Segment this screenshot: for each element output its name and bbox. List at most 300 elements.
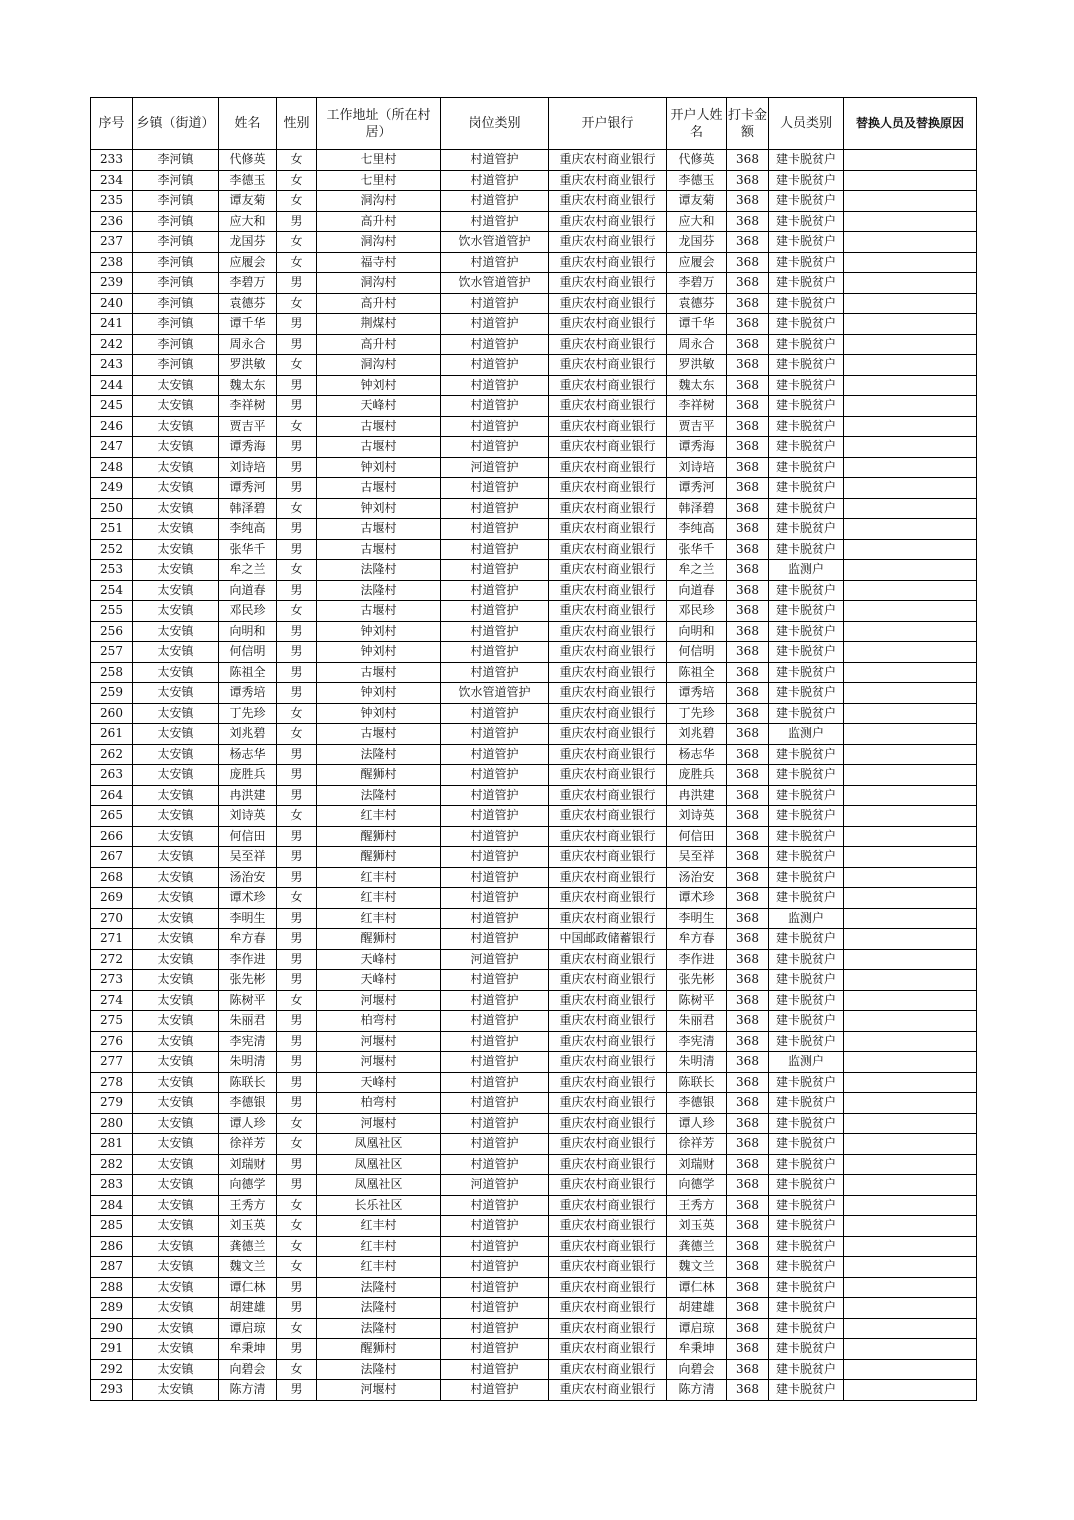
- cell-index: 274: [91, 990, 133, 1011]
- table-row: [91, 437, 977, 458]
- cell-replacement: [844, 293, 977, 314]
- cell-amount: 368: [727, 1072, 769, 1093]
- table-row: [91, 498, 977, 519]
- cell-person-category: 建卡脱贫户: [769, 1257, 844, 1278]
- cell-person-category: 建卡脱贫户: [769, 785, 844, 806]
- cell-person-category: 建卡脱贫户: [769, 293, 844, 314]
- header-name: 姓名: [219, 98, 277, 150]
- cell-amount: 368: [727, 1277, 769, 1298]
- cell-name: 李作进: [219, 949, 277, 970]
- cell-account-holder: 谭秀海: [667, 437, 727, 458]
- cell-post-category: 村道管护: [441, 1011, 549, 1032]
- cell-amount: 368: [727, 806, 769, 827]
- cell-work-address: 高升村: [317, 334, 441, 355]
- cell-index: 258: [91, 662, 133, 683]
- table-row: [91, 806, 977, 827]
- cell-amount: 368: [727, 1216, 769, 1237]
- cell-post-category: 村道管护: [441, 314, 549, 335]
- cell-person-category: 建卡脱贫户: [769, 273, 844, 294]
- cell-replacement: [844, 519, 977, 540]
- cell-person-category: 建卡脱贫户: [769, 990, 844, 1011]
- cell-bank: 重庆农村商业银行: [549, 1093, 667, 1114]
- cell-post-category: 村道管护: [441, 1236, 549, 1257]
- cell-post-category: 河道管护: [441, 1175, 549, 1196]
- cell-amount: 368: [727, 273, 769, 294]
- cell-person-category: 建卡脱贫户: [769, 1236, 844, 1257]
- cell-post-category: 村道管护: [441, 293, 549, 314]
- cell-work-address: 凤凰社区: [317, 1134, 441, 1155]
- table-row: [91, 191, 977, 212]
- cell-name: 谭千华: [219, 314, 277, 335]
- cell-post-category: 村道管护: [441, 478, 549, 499]
- cell-account-holder: 李德玉: [667, 170, 727, 191]
- cell-town: 太安镇: [133, 1359, 219, 1380]
- cell-person-category: 建卡脱贫户: [769, 1195, 844, 1216]
- cell-name: 龚德兰: [219, 1236, 277, 1257]
- cell-account-holder: 代修英: [667, 150, 727, 171]
- cell-person-category: 监测户: [769, 560, 844, 581]
- cell-index: 240: [91, 293, 133, 314]
- cell-amount: 368: [727, 191, 769, 212]
- cell-town: 太安镇: [133, 1134, 219, 1155]
- cell-bank: 重庆农村商业银行: [549, 806, 667, 827]
- cell-bank: 重庆农村商业银行: [549, 416, 667, 437]
- cell-bank: 重庆农村商业银行: [549, 211, 667, 232]
- cell-account-holder: 李祥树: [667, 396, 727, 417]
- cell-index: 244: [91, 375, 133, 396]
- cell-work-address: 钟刘村: [317, 457, 441, 478]
- cell-index: 288: [91, 1277, 133, 1298]
- cell-work-address: 高升村: [317, 293, 441, 314]
- cell-post-category: 村道管护: [441, 867, 549, 888]
- cell-name: 李明生: [219, 908, 277, 929]
- cell-person-category: 建卡脱贫户: [769, 1359, 844, 1380]
- cell-person-category: 建卡脱贫户: [769, 519, 844, 540]
- table-row: [91, 1093, 977, 1114]
- cell-replacement: [844, 211, 977, 232]
- table-header-row: [91, 98, 977, 150]
- cell-amount: 368: [727, 1339, 769, 1360]
- cell-bank: 重庆农村商业银行: [549, 1298, 667, 1319]
- cell-name: 龙国芬: [219, 232, 277, 253]
- cell-amount: 368: [727, 990, 769, 1011]
- cell-index: 233: [91, 150, 133, 171]
- table-row: [91, 1339, 977, 1360]
- cell-replacement: [844, 150, 977, 171]
- cell-gender: 女: [277, 252, 317, 273]
- cell-person-category: 建卡脱贫户: [769, 232, 844, 253]
- cell-work-address: 法隆村: [317, 1318, 441, 1339]
- cell-work-address: 红丰村: [317, 1236, 441, 1257]
- cell-work-address: 红丰村: [317, 806, 441, 827]
- cell-account-holder: 张华千: [667, 539, 727, 560]
- cell-bank: 重庆农村商业银行: [549, 1277, 667, 1298]
- document-page: [90, 97, 976, 1401]
- cell-index: 238: [91, 252, 133, 273]
- cell-work-address: 高升村: [317, 211, 441, 232]
- cell-amount: 368: [727, 375, 769, 396]
- cell-town: 太安镇: [133, 826, 219, 847]
- cell-work-address: 洞沟村: [317, 355, 441, 376]
- cell-gender: 男: [277, 457, 317, 478]
- cell-work-address: 柏弯村: [317, 1093, 441, 1114]
- cell-index: 265: [91, 806, 133, 827]
- cell-amount: 368: [727, 334, 769, 355]
- cell-work-address: 古堰村: [317, 519, 441, 540]
- cell-index: 251: [91, 519, 133, 540]
- cell-amount: 368: [727, 765, 769, 786]
- cell-town: 太安镇: [133, 621, 219, 642]
- cell-account-holder: 杨志华: [667, 744, 727, 765]
- cell-index: 247: [91, 437, 133, 458]
- cell-gender: 女: [277, 560, 317, 581]
- cell-person-category: 建卡脱贫户: [769, 334, 844, 355]
- cell-gender: 女: [277, 170, 317, 191]
- cell-post-category: 村道管护: [441, 662, 549, 683]
- cell-work-address: 七里村: [317, 150, 441, 171]
- cell-person-category: 建卡脱贫户: [769, 416, 844, 437]
- cell-person-category: 建卡脱贫户: [769, 1113, 844, 1134]
- cell-gender: 男: [277, 580, 317, 601]
- cell-account-holder: 牟之兰: [667, 560, 727, 581]
- cell-bank: 重庆农村商业银行: [549, 293, 667, 314]
- cell-gender: 男: [277, 334, 317, 355]
- cell-replacement: [844, 847, 977, 868]
- header-work-address: 工作地址（所在村居）: [317, 98, 441, 150]
- cell-replacement: [844, 642, 977, 663]
- cell-town: 太安镇: [133, 478, 219, 499]
- cell-account-holder: 谭仁林: [667, 1277, 727, 1298]
- cell-index: 243: [91, 355, 133, 376]
- table-row: [91, 990, 977, 1011]
- cell-work-address: 钟刘村: [317, 621, 441, 642]
- cell-replacement: [844, 1093, 977, 1114]
- cell-person-category: 建卡脱贫户: [769, 1339, 844, 1360]
- cell-amount: 368: [727, 355, 769, 376]
- cell-bank: 重庆农村商业银行: [549, 724, 667, 745]
- cell-person-category: 建卡脱贫户: [769, 375, 844, 396]
- cell-gender: 男: [277, 314, 317, 335]
- cell-gender: 女: [277, 1113, 317, 1134]
- cell-name: 刘诗培: [219, 457, 277, 478]
- cell-bank: 重庆农村商业银行: [549, 826, 667, 847]
- cell-work-address: 长乐社区: [317, 1195, 441, 1216]
- cell-person-category: 建卡脱贫户: [769, 847, 844, 868]
- cell-town: 太安镇: [133, 662, 219, 683]
- cell-work-address: 红丰村: [317, 1216, 441, 1237]
- cell-bank: 重庆农村商业银行: [549, 396, 667, 417]
- cell-gender: 女: [277, 232, 317, 253]
- header-index: 序号: [91, 98, 133, 150]
- cell-replacement: [844, 949, 977, 970]
- cell-index: 261: [91, 724, 133, 745]
- cell-town: 太安镇: [133, 498, 219, 519]
- cell-gender: 男: [277, 539, 317, 560]
- cell-work-address: 醒狮村: [317, 1339, 441, 1360]
- cell-town: 太安镇: [133, 1257, 219, 1278]
- cell-name: 刘玉英: [219, 1216, 277, 1237]
- cell-name: 向德学: [219, 1175, 277, 1196]
- cell-name: 陈联长: [219, 1072, 277, 1093]
- cell-post-category: 村道管护: [441, 150, 549, 171]
- cell-town: 太安镇: [133, 806, 219, 827]
- cell-bank: 重庆农村商业银行: [549, 990, 667, 1011]
- cell-gender: 男: [277, 1339, 317, 1360]
- cell-post-category: 村道管护: [441, 765, 549, 786]
- cell-bank: 重庆农村商业银行: [549, 478, 667, 499]
- cell-gender: 男: [277, 847, 317, 868]
- cell-gender: 男: [277, 437, 317, 458]
- cell-person-category: 建卡脱贫户: [769, 662, 844, 683]
- cell-amount: 368: [727, 847, 769, 868]
- cell-work-address: 钟刘村: [317, 375, 441, 396]
- cell-town: 太安镇: [133, 416, 219, 437]
- cell-index: 254: [91, 580, 133, 601]
- cell-name: 王秀方: [219, 1195, 277, 1216]
- cell-account-holder: 牟方春: [667, 929, 727, 950]
- cell-bank: 重庆农村商业银行: [549, 1052, 667, 1073]
- cell-amount: 368: [727, 314, 769, 335]
- cell-bank: 重庆农村商业银行: [549, 437, 667, 458]
- cell-account-holder: 刘诗培: [667, 457, 727, 478]
- cell-post-category: 饮水管道管护: [441, 273, 549, 294]
- table-row: [91, 867, 977, 888]
- cell-town: 太安镇: [133, 724, 219, 745]
- cell-name: 冉洪建: [219, 785, 277, 806]
- header-replacement: 替换人员及替换原因: [844, 98, 977, 150]
- cell-work-address: 洞沟村: [317, 191, 441, 212]
- cell-name: 贾吉平: [219, 416, 277, 437]
- cell-work-address: 河堰村: [317, 1113, 441, 1134]
- cell-work-address: 醒狮村: [317, 929, 441, 950]
- cell-town: 太安镇: [133, 703, 219, 724]
- cell-account-holder: 应履会: [667, 252, 727, 273]
- table-row: [91, 396, 977, 417]
- table-row: [91, 724, 977, 745]
- cell-person-category: 建卡脱贫户: [769, 580, 844, 601]
- cell-account-holder: 贾吉平: [667, 416, 727, 437]
- cell-gender: 男: [277, 1031, 317, 1052]
- cell-name: 谭友菊: [219, 191, 277, 212]
- cell-index: 283: [91, 1175, 133, 1196]
- cell-account-holder: 徐祥芳: [667, 1134, 727, 1155]
- cell-post-category: 村道管护: [441, 847, 549, 868]
- cell-replacement: [844, 1257, 977, 1278]
- cell-post-category: 村道管护: [441, 1113, 549, 1134]
- cell-town: 李河镇: [133, 334, 219, 355]
- cell-town: 李河镇: [133, 252, 219, 273]
- cell-post-category: 村道管护: [441, 437, 549, 458]
- cell-post-category: 村道管护: [441, 416, 549, 437]
- cell-gender: 女: [277, 1134, 317, 1155]
- cell-bank: 重庆农村商业银行: [549, 621, 667, 642]
- cell-post-category: 村道管护: [441, 601, 549, 622]
- cell-town: 太安镇: [133, 990, 219, 1011]
- table-row: [91, 478, 977, 499]
- cell-amount: 368: [727, 1031, 769, 1052]
- cell-work-address: 河堰村: [317, 990, 441, 1011]
- cell-bank: 重庆农村商业银行: [549, 888, 667, 909]
- cell-bank: 重庆农村商业银行: [549, 601, 667, 622]
- cell-account-holder: 何信田: [667, 826, 727, 847]
- cell-bank: 重庆农村商业银行: [549, 765, 667, 786]
- cell-work-address: 红丰村: [317, 888, 441, 909]
- cell-name: 向碧会: [219, 1359, 277, 1380]
- cell-amount: 368: [727, 642, 769, 663]
- cell-replacement: [844, 1011, 977, 1032]
- cell-replacement: [844, 703, 977, 724]
- cell-index: 286: [91, 1236, 133, 1257]
- cell-name: 谭秀培: [219, 683, 277, 704]
- table-row: [91, 1257, 977, 1278]
- cell-replacement: [844, 908, 977, 929]
- cell-person-category: 建卡脱贫户: [769, 314, 844, 335]
- cell-replacement: [844, 334, 977, 355]
- cell-account-holder: 韩泽碧: [667, 498, 727, 519]
- cell-town: 李河镇: [133, 293, 219, 314]
- cell-name: 韩泽碧: [219, 498, 277, 519]
- cell-bank: 重庆农村商业银行: [549, 867, 667, 888]
- cell-name: 刘瑞财: [219, 1154, 277, 1175]
- cell-person-category: 建卡脱贫户: [769, 457, 844, 478]
- cell-bank: 重庆农村商业银行: [549, 683, 667, 704]
- cell-index: 280: [91, 1113, 133, 1134]
- cell-name: 张华千: [219, 539, 277, 560]
- cell-person-category: 建卡脱贫户: [769, 1277, 844, 1298]
- cell-amount: 368: [727, 744, 769, 765]
- cell-amount: 368: [727, 1380, 769, 1401]
- cell-name: 徐祥芳: [219, 1134, 277, 1155]
- cell-index: 284: [91, 1195, 133, 1216]
- cell-post-category: 村道管护: [441, 1072, 549, 1093]
- cell-account-holder: 朱明清: [667, 1052, 727, 1073]
- cell-person-category: 建卡脱贫户: [769, 867, 844, 888]
- cell-account-holder: 李碧万: [667, 273, 727, 294]
- cell-town: 太安镇: [133, 1154, 219, 1175]
- cell-index: 272: [91, 949, 133, 970]
- cell-gender: 男: [277, 744, 317, 765]
- cell-bank: 重庆农村商业银行: [549, 314, 667, 335]
- table-row: [91, 1072, 977, 1093]
- cell-name: 李宪清: [219, 1031, 277, 1052]
- cell-post-category: 村道管护: [441, 1195, 549, 1216]
- cell-post-category: 村道管护: [441, 334, 549, 355]
- cell-work-address: 洞沟村: [317, 273, 441, 294]
- cell-replacement: [844, 1216, 977, 1237]
- cell-post-category: 村道管护: [441, 929, 549, 950]
- cell-post-category: 村道管护: [441, 785, 549, 806]
- table-row: [91, 826, 977, 847]
- cell-bank: 重庆农村商业银行: [549, 1134, 667, 1155]
- cell-bank: 重庆农村商业银行: [549, 703, 667, 724]
- cell-index: 285: [91, 1216, 133, 1237]
- cell-replacement: [844, 355, 977, 376]
- cell-account-holder: 李德银: [667, 1093, 727, 1114]
- cell-name: 李德银: [219, 1093, 277, 1114]
- table-row: [91, 888, 977, 909]
- cell-person-category: 建卡脱贫户: [769, 1298, 844, 1319]
- cell-name: 牟之兰: [219, 560, 277, 581]
- cell-work-address: 古堰村: [317, 662, 441, 683]
- cell-replacement: [844, 662, 977, 683]
- cell-bank: 重庆农村商业银行: [549, 1380, 667, 1401]
- cell-post-category: 村道管护: [441, 724, 549, 745]
- cell-town: 太安镇: [133, 539, 219, 560]
- cell-work-address: 河堰村: [317, 1380, 441, 1401]
- cell-person-category: 建卡脱贫户: [769, 211, 844, 232]
- cell-work-address: 河堰村: [317, 1052, 441, 1073]
- cell-town: 太安镇: [133, 457, 219, 478]
- cell-amount: 368: [727, 150, 769, 171]
- cell-amount: 368: [727, 478, 769, 499]
- cell-name: 代修英: [219, 150, 277, 171]
- cell-gender: 男: [277, 1277, 317, 1298]
- cell-person-category: 建卡脱贫户: [769, 765, 844, 786]
- cell-work-address: 古堰村: [317, 724, 441, 745]
- cell-person-category: 建卡脱贫户: [769, 1380, 844, 1401]
- cell-replacement: [844, 621, 977, 642]
- cell-replacement: [844, 396, 977, 417]
- cell-person-category: 监测户: [769, 1052, 844, 1073]
- cell-replacement: [844, 560, 977, 581]
- cell-gender: 女: [277, 806, 317, 827]
- cell-index: 253: [91, 560, 133, 581]
- cell-index: 287: [91, 1257, 133, 1278]
- cell-town: 太安镇: [133, 1072, 219, 1093]
- cell-person-category: 建卡脱贫户: [769, 1072, 844, 1093]
- cell-amount: 368: [727, 232, 769, 253]
- cell-town: 太安镇: [133, 580, 219, 601]
- cell-index: 246: [91, 416, 133, 437]
- cell-account-holder: 吴至祥: [667, 847, 727, 868]
- cell-post-category: 村道管护: [441, 519, 549, 540]
- cell-name: 邓民珍: [219, 601, 277, 622]
- table-row: [91, 560, 977, 581]
- cell-replacement: [844, 457, 977, 478]
- cell-account-holder: 谭秀河: [667, 478, 727, 499]
- cell-town: 太安镇: [133, 1093, 219, 1114]
- cell-amount: 368: [727, 703, 769, 724]
- cell-index: 252: [91, 539, 133, 560]
- cell-post-category: 河道管护: [441, 949, 549, 970]
- table-row: [91, 908, 977, 929]
- cell-bank: 重庆农村商业银行: [549, 375, 667, 396]
- cell-bank: 重庆农村商业银行: [549, 150, 667, 171]
- cell-name: 刘诗英: [219, 806, 277, 827]
- cell-account-holder: 谭术珍: [667, 888, 727, 909]
- cell-account-holder: 罗洪敏: [667, 355, 727, 376]
- cell-person-category: 监测户: [769, 908, 844, 929]
- cell-amount: 368: [727, 826, 769, 847]
- cell-town: 太安镇: [133, 683, 219, 704]
- cell-account-holder: 朱丽君: [667, 1011, 727, 1032]
- cell-amount: 368: [727, 1134, 769, 1155]
- cell-bank: 重庆农村商业银行: [549, 232, 667, 253]
- cell-name: 何信田: [219, 826, 277, 847]
- cell-index: 241: [91, 314, 133, 335]
- cell-name: 魏太东: [219, 375, 277, 396]
- cell-amount: 368: [727, 601, 769, 622]
- cell-person-category: 建卡脱贫户: [769, 150, 844, 171]
- table-row: [91, 375, 977, 396]
- cell-replacement: [844, 437, 977, 458]
- cell-work-address: 洞沟村: [317, 232, 441, 253]
- cell-replacement: [844, 826, 977, 847]
- table-row: [91, 1031, 977, 1052]
- cell-index: 248: [91, 457, 133, 478]
- cell-index: 279: [91, 1093, 133, 1114]
- cell-account-holder: 魏太东: [667, 375, 727, 396]
